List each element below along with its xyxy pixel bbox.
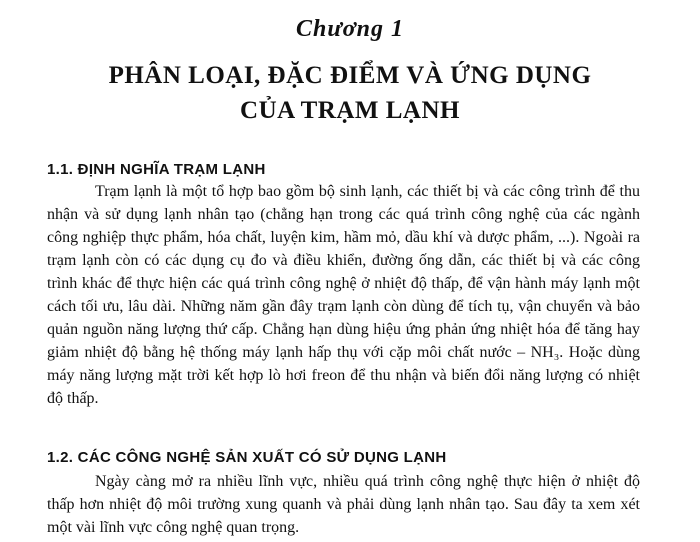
section-heading-1-1: 1.1. ĐỊNH NGHĨA TRẠM LẠNH	[47, 161, 266, 178]
chapter-title-line-2: CỦA TRẠM LẠNH	[240, 97, 460, 124]
chapter-title-line-1: PHÂN LOẠI, ĐẶC ĐIỂM VÀ ỨNG DỤNG	[108, 62, 592, 89]
chapter-label: Chương 1	[296, 16, 404, 42]
section-paragraph-1-2: Ngày càng mở ra nhiều lĩnh vực, nhiều quá trình công nghệ thực hiện ở nhiệt độ thấp hơn nhiệt độ môi trường xung quanh và phải dùng lạnh nhân tạo. Sau đây ta xem xét một vài lĩnh vực công nghệ quan trọng.	[47, 473, 640, 536]
chapter-title	[0, 58, 700, 128]
section-paragraph-1-1: Trạm lạnh là một tổ hợp bao gồm bộ sinh lạnh, các thiết bị và các công trình để thu nhận và sử dụng lạnh nhân tạo (chẳng hạn trong các quá trình công nghệ của các ngành công nghiệp thực phẩm, hóa chất, luyện kim, hầm mỏ, dầu khí và dược phẩm, ...). Ngoài ra trạm lạnh còn có các dụng cụ đo và điều khiển, đường ống dẫn, các thiết bị và các công trình khác để thực hiện các quá trình công nghệ ở nhiệt độ thấp, để vận hành máy lạnh một cách tối ưu, lâu dài. Những năm gần đây trạm lạnh còn dùng để tích tụ, vận chuyển và bảo quản nguồn năng lượng thứ cấp. Chẳng hạn dùng hiệu ứng phản ứng nhiệt hóa để tăng hay giảm nhiệt độ bằng hệ thống máy lạnh hấp thụ với cặp môi chất nước – NH₃. Hoặc dùng máy năng lượng mặt trời kết hợp lò hơi freon để thu nhận và biến đổi năng lượng có nhiệt độ thấp.	[47, 183, 640, 407]
section-heading-1-2: 1.2. CÁC CÔNG NGHỆ SẢN XUẤT CÓ SỬ DỤNG LẠNH	[47, 449, 447, 466]
